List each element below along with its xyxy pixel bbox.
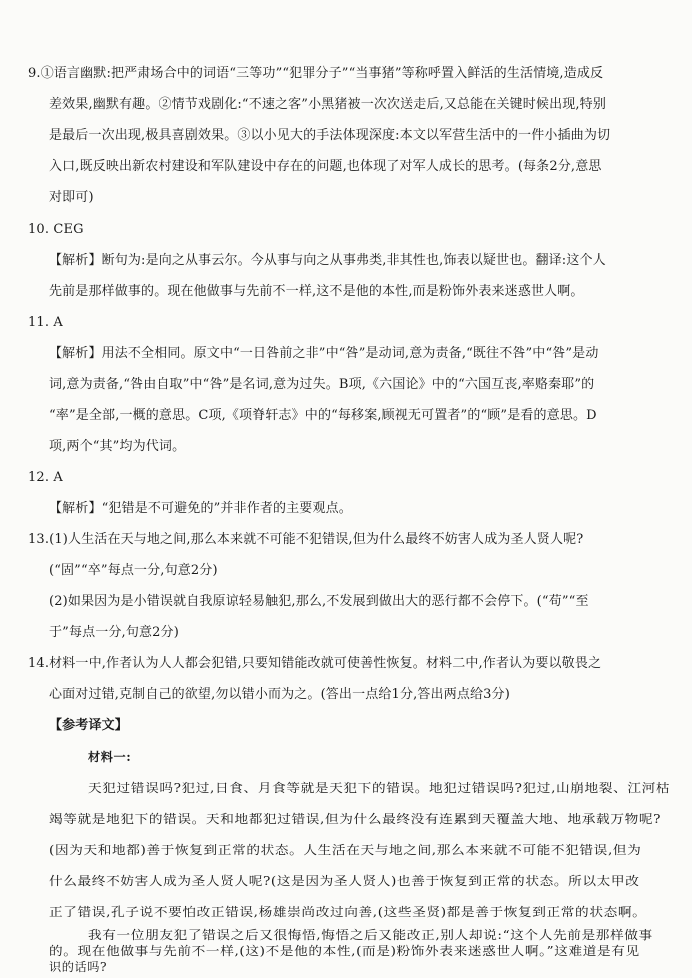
- q13-line-4: 于”每点一分,句意2分): [49, 625, 179, 640]
- material-one-title: 材料一:: [88, 750, 132, 764]
- q9-line-3: 是最后一次出现,极具喜剧效果。③以小见大的手法体现深度:本文以军营生活中的一件小插曲为切: [49, 128, 611, 143]
- q10-analysis-line-1: 【解析】断句为:是向之从事云尔。今从事与向之从事弗类,非其性也,饰表以疑世也。翻译:这个人: [49, 253, 606, 268]
- q12-answer: 12. A: [28, 470, 63, 485]
- q10-analysis-line-2: 先前是那样做事的。现在他做事与先前不一样,这不是他的本性,而是粉饰外表来迷惑世人啊。: [49, 284, 584, 299]
- translation-p1-line-1: 天犯过错误吗?犯过,日食、月食等就是天犯下的错误。地犯过错误吗?犯过,山崩地裂、江河枯: [88, 781, 671, 795]
- translation-p2-line-3: 识的话吗?: [49, 960, 108, 974]
- q14-line-1: 14.材料一中,作者认为人人都会犯错,只要知错能改就可使善性恢复。材料二中,作者认为要以敬畏之: [28, 656, 602, 671]
- q11-analysis-line-1: 【解析】用法不全相同。原文中“一日咎前之非”中“咎”是动词,意为责备,“既往不咎”中“咎”是动: [49, 346, 599, 361]
- q13-line-3: (2)如果因为是小错误就自我原谅轻易触犯,那么,不发展到做出大的恶行都不会停下。(“苟”“至: [49, 594, 589, 609]
- q11-analysis-line-3: “率”是全部,一概的意思。C项,《项脊轩志》中的“每移案,顾视无可置者”的“顾”是看的意思。D: [49, 408, 597, 423]
- q11-answer: 11. A: [28, 315, 63, 330]
- q13-line-1: 13.(1)人生活在天与地之间,那么本来就不可能不犯错误,但为什么最终不妨害人成为圣人贤人呢?: [28, 532, 584, 547]
- q14-line-2: 心面对过错,克制自己的欲望,勿以错小而为之。(答出一点给1分,答出两点给3分): [49, 687, 510, 702]
- q12-analysis-line-1: 【解析】“犯错是不可避免的”并非作者的主要观点。: [49, 501, 352, 516]
- translation-heading: 【参考译文】: [49, 718, 128, 733]
- q13-line-2: (“固”“卒”每点一分,句意2分): [49, 563, 218, 578]
- q9-line-4: 入口,既反映出新农村建设和军队建设中存在的问题,也体现了对军人成长的思考。(每条2分,意思: [49, 159, 602, 174]
- q10-answer: 10. CEG: [28, 222, 84, 237]
- translation-p1-line-2: 竭等就是地犯下的错误。天和地都犯过错误,但为什么最终没有连累到天覆盖大地、地承载万物呢?: [49, 812, 662, 826]
- translation-p1-line-3: (因为天和地都)善于恢复到正常的状态。人生活在天与地之间,那么本来就不可能不犯错误,但为: [49, 843, 642, 857]
- translation-p1-line-4: 什么最终不妨害人成为圣人贤人呢?(这是因为圣人贤人)也善于恢复到正常的状态。所以太甲改: [49, 874, 640, 888]
- translation-p1-line-5: 正了错误,孔子说不要怕改正错误,杨雄崇尚改过向善,(这些圣贤)都是善于恢复到正常的状态啊。: [49, 905, 647, 919]
- q11-analysis-line-4: 项,两个“其”均为代词。: [49, 439, 186, 454]
- q9-line-5: 对即可): [49, 190, 94, 205]
- translation-p2-line-2: 的。现在他做事与先前不一样,(这)不是他的本性,(而是)粉饰外表来迷惑世人啊。”这难道是有见: [49, 944, 640, 958]
- translation-p2-line-1: 我有一位朋友犯了错误之后又很悔悟,悔悟之后又能改正,别人却说:“这个人先前是那样做事: [88, 928, 653, 942]
- q9-line-1: 9.①语言幽默:把严肃场合中的词语“三等功”“犯罪分子”“当事猪”等称呼置入鲜活的生活情境,造成反: [28, 66, 604, 81]
- q9-line-2: 差效果,幽默有趣。②情节戏剧化:“不速之客”小黑猪被一次次送走后,又总能在关键时候出现,特别: [49, 97, 606, 112]
- q11-analysis-line-2: 词,意为责备,“咎由自取”中“咎”是名词,意为过失。B项,《六国论》中的“六国互丧,率赂秦耶”的: [49, 377, 595, 392]
